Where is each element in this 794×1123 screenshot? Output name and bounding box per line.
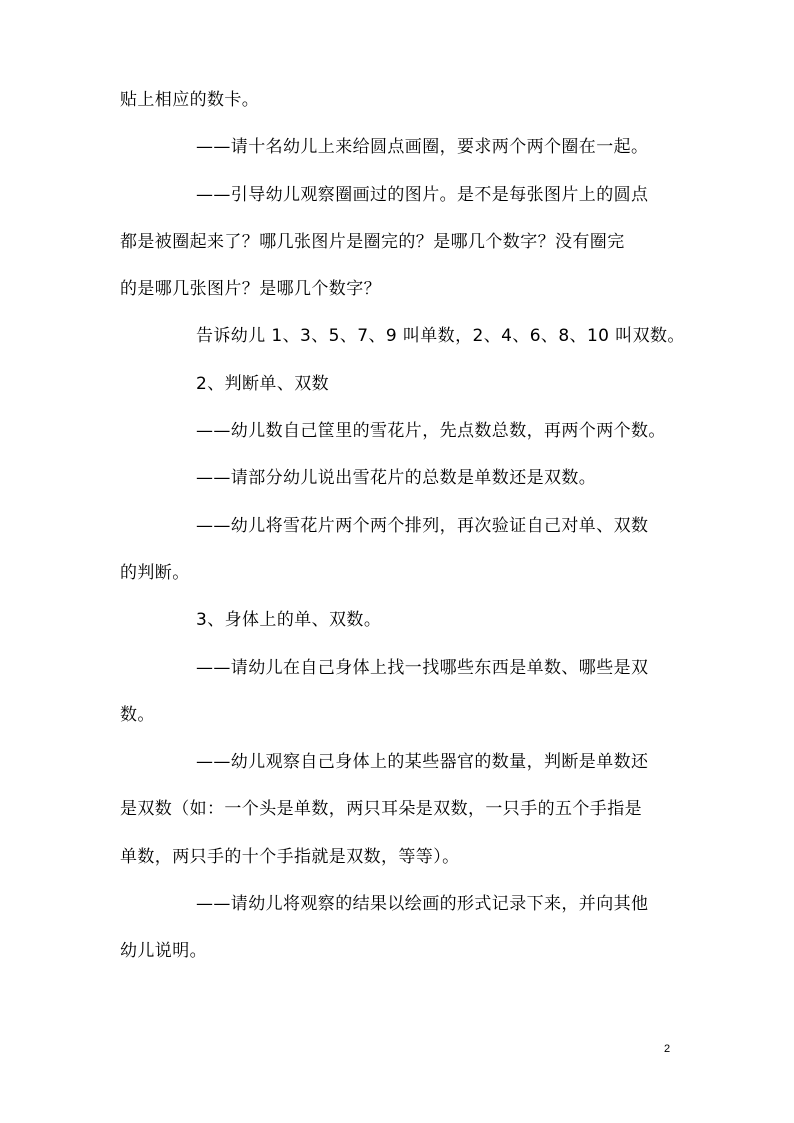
text-line: ——请幼儿在自己身体上找一找哪些东西是单数、哪些是双 (196, 657, 649, 678)
text-line: 单数，两只手的十个手指就是双数，等等）。 (120, 846, 460, 867)
text-line: 的是哪几张图片？是哪几个数字？ (120, 279, 381, 300)
text-line: ——幼儿数自己筐里的雪花片，先点数总数，再两个两个数。 (196, 421, 666, 442)
text-line: ——请部分幼儿说出雪花片的总数是单数还是双数。 (196, 468, 597, 489)
text-line: 都是被圈起来了？哪几张图片是圈完的？是哪几个数字？没有圈完 (120, 231, 625, 252)
text-line: 是双数（如：一个头是单数，两只耳朵是双数，一只手的五个手指是 (120, 799, 642, 820)
text-line: 告诉幼儿 1、3、5、7、9 叫单数，2、4、6、8、10 叫双数。 (196, 326, 685, 347)
page-number: 2 (664, 1043, 671, 1055)
text-line: ——幼儿将雪花片两个两个排列，再次验证自己对单、双数 (196, 515, 649, 536)
text-line: ——请十名幼儿上来给圆点画圈，要求两个两个圈在一起。 (196, 137, 649, 158)
section-heading: 2、判断单、双数 (196, 373, 330, 394)
text-line: 的判断。 (120, 562, 190, 583)
text-line: 贴上相应的数卡。 (120, 90, 260, 110)
text-line: 幼儿说明。 (120, 941, 207, 962)
text-line: ——引导幼儿观察圈画过的图片。是不是每张图片上的圆点 (196, 184, 649, 205)
text-line: ——幼儿观察自己身体上的某些器官的数量，判断是单数还 (196, 752, 649, 773)
page-body (120, 88, 685, 987)
text-line: ——请幼儿将观察的结果以绘画的形式记录下来，并向其他 (196, 894, 649, 915)
section-heading: 3、身体上的单、双数。 (196, 610, 382, 631)
text-line: 数。 (120, 704, 155, 725)
